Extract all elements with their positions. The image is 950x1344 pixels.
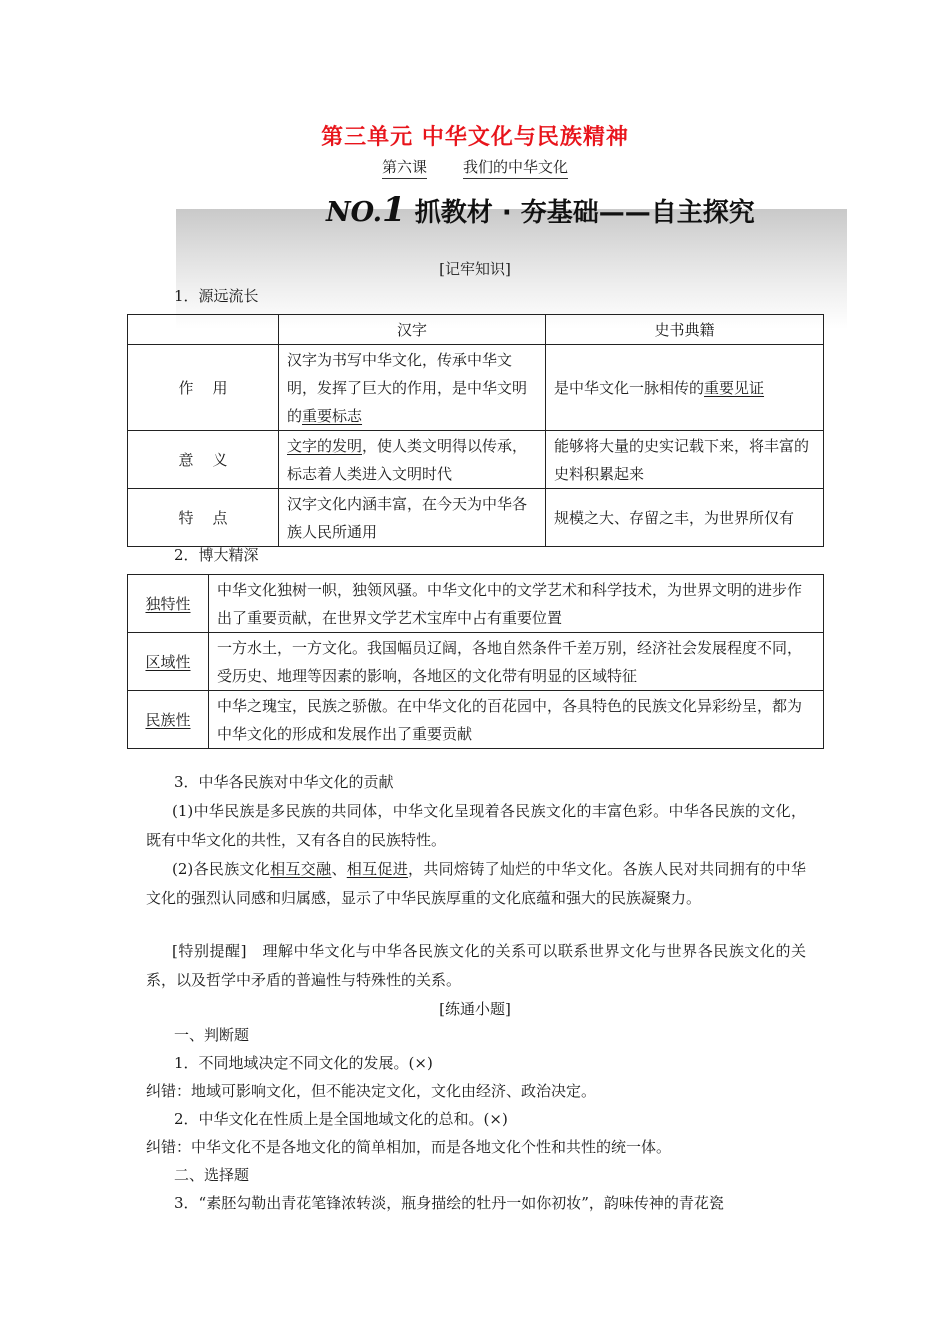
- col-hanzi: 汉字: [279, 315, 546, 345]
- question-2-correction: 纠错：中华文化不是各地文化的简单相加，而是各地文化个性和共性的统一体。: [146, 1138, 672, 1156]
- section-heading: [326, 190, 755, 230]
- table-cell: 汉字为书写中华文化，传承中华文明，发挥了巨大的作用，是中华文明的重要标志: [279, 345, 546, 431]
- table-row: [128, 489, 824, 547]
- question-1-correction: 纠错：地域可影响文化，但不能决定文化，文化由经济、政治决定。: [146, 1082, 597, 1100]
- row-label: 意 义: [128, 431, 279, 489]
- table-row: [128, 691, 824, 749]
- practice-label: [练通小题]: [439, 1000, 511, 1018]
- heading-1: 1．源远流长: [174, 287, 259, 305]
- paragraph-1: (1)中华民族是多民族的共同体，中华文化呈现着各民族文化的丰富色彩。中华各民族的文化，既有中华文化的共性，又有各自的民族特性。: [146, 802, 806, 849]
- table-row: [128, 575, 824, 633]
- heading-3: 3．中华各民族对中华文化的贡献: [174, 773, 394, 791]
- table-row: [128, 431, 824, 489]
- table-cell: 能够将大量的史实记载下来，将丰富的史料积累起来: [546, 431, 824, 489]
- question-heading-1: 一、判断题: [174, 1026, 250, 1044]
- row-label: 作 用: [128, 345, 279, 431]
- table-cell: 文字的发明，使人类文明得以传承，标志着人类进入文明时代: [279, 431, 546, 489]
- table-cell: 汉字文化内涵丰富，在今天为中华各族人民所通用: [279, 489, 546, 547]
- special-reminder: [特别提醒] 理解中华文化与中华各民族文化的关系可以联系世界文化与世界各民族文化的关系，以及哲学中矛盾的普遍性与特殊性的关系。: [146, 942, 806, 989]
- feature-text: 中华之瑰宝，民族之骄傲。在中华文化的百花园中，各具特色的民族文化异彩纷呈，都为中华文化的形成和发展作出了重要贡献: [209, 691, 824, 749]
- paragraph-2: (2)各民族文化相互交融、相互促进，共同熔铸了灿烂的中华文化。各族人民对共同拥有的中华文化的强烈认同感和归属感，显示了中华民族厚重的文化底蕴和强大的民族凝聚力。: [146, 860, 806, 907]
- table-cell: 是中华文化一脉相传的重要见证: [546, 345, 824, 431]
- question-2: 2．中华文化在性质上是全国地域文化的总和。(×): [174, 1110, 508, 1128]
- table-cell: 规模之大、存留之丰，为世界所仅有: [546, 489, 824, 547]
- lesson-number: 第六课: [382, 156, 427, 179]
- memory-label: [记牢知识]: [439, 260, 511, 278]
- feature-text: 一方水土，一方文化。我国幅员辽阔，各地自然条件千差万别，经济社会发展程度不同，受历史、地理等因素的影响，各地区的文化带有明显的区域特征: [209, 633, 824, 691]
- feature-key: 区域性: [128, 633, 209, 691]
- feature-key: 民族性: [128, 691, 209, 749]
- question-3: 3．“素胚勾勒出青花笔锋浓转淡，瓶身描绘的牡丹一如你初妆”，韵味传神的青花瓷: [174, 1194, 724, 1212]
- origin-table: [127, 314, 824, 547]
- features-table: [127, 574, 824, 749]
- feature-text: 中华文化独树一帜，独领风骚。中华文化中的文学艺术和科学技术，为世界文明的进步作出了重要贡献，在世界文学艺术宝库中占有重要位置: [209, 575, 824, 633]
- question-1: 1．不同地域决定不同文化的发展。(×): [174, 1054, 433, 1072]
- table-row: [128, 633, 824, 691]
- feature-key: 独特性: [128, 575, 209, 633]
- lesson-subtitle: [0, 156, 950, 179]
- lesson-title: 我们的中华文化: [463, 156, 568, 179]
- unit-title: 第三单元 中华文化与民族精神: [321, 125, 629, 150]
- section-title: 抓教材 · 夯基础——自主探究: [414, 198, 755, 228]
- table-header-row: [128, 315, 824, 345]
- question-heading-2: 二、选择题: [174, 1166, 250, 1184]
- table-row: [128, 345, 824, 431]
- heading-2: 2．博大精深: [174, 546, 259, 564]
- col-historical-books: 史书典籍: [546, 315, 824, 345]
- section-number: NO.1: [326, 190, 406, 230]
- row-label: 特 点: [128, 489, 279, 547]
